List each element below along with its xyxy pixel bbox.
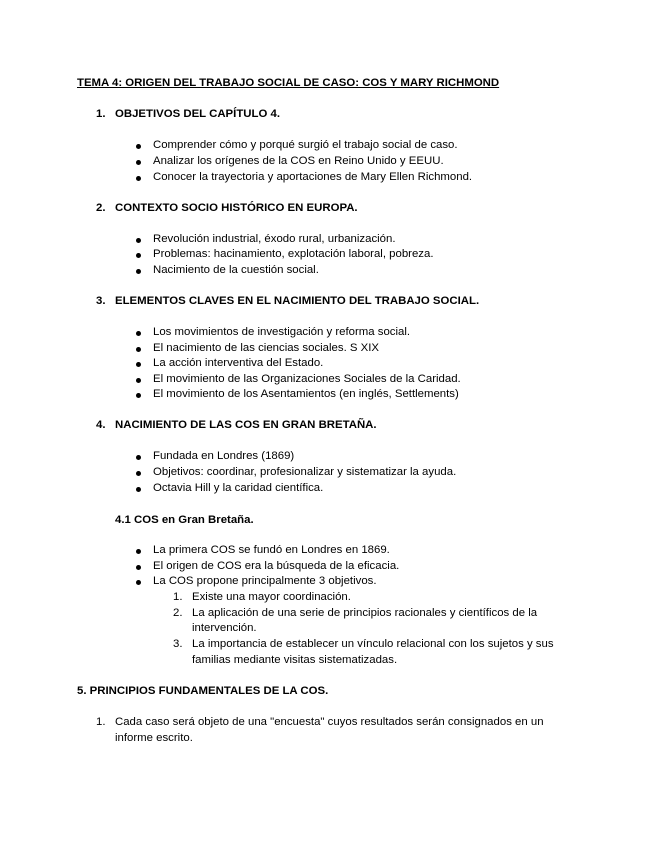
bullet-dot	[136, 455, 141, 460]
list-item: El nacimiento de las ciencias sociales. S XIX	[153, 342, 380, 354]
bullet-dot	[136, 565, 141, 570]
principle-number: 1.	[96, 716, 106, 728]
bullet-dot	[136, 393, 141, 398]
list-item: Revolución industrial, éxodo rural, urbanización.	[153, 233, 396, 245]
principle-text-continued: informe escrito.	[115, 732, 193, 744]
subsection-heading: 4.1 COS en Gran Bretaña.	[115, 514, 254, 526]
objective-text: La aplicación de una serie de principios racionales y científicos de la	[192, 607, 538, 619]
section-number: 1.	[96, 108, 106, 120]
section-number: 3.	[96, 295, 106, 307]
objective-text: Existe una mayor coordinación.	[192, 591, 351, 603]
bullet-dot	[136, 331, 141, 336]
list-item: Octavia Hill y la caridad científica.	[153, 482, 324, 494]
section-heading: CONTEXTO SOCIO HISTÓRICO EN EUROPA.	[115, 202, 358, 214]
list-item: Conocer la trayectoria y aportaciones de Mary Ellen Richmond.	[153, 171, 473, 183]
bullet-dot	[136, 160, 141, 165]
section-heading: ELEMENTOS CLAVES EN EL NACIMIENTO DEL TRABAJO SOCIAL.	[115, 295, 480, 307]
bullet-dot	[136, 362, 141, 367]
objective-text: La importancia de establecer un vínculo relacional con los sujetos y sus	[192, 638, 554, 650]
bullet-dot	[136, 549, 141, 554]
list-item: Problemas: hacinamiento, explotación laboral, pobreza.	[153, 248, 434, 260]
list-item: Nacimiento de la cuestión social.	[153, 264, 319, 276]
section-number: 2.	[96, 202, 106, 214]
section-heading: NACIMIENTO DE LAS COS EN GRAN BRETAÑA.	[115, 419, 377, 431]
list-item: Objetivos: coordinar, profesionalizar y sistematizar la ayuda.	[153, 466, 457, 478]
bullet-dot	[136, 580, 141, 585]
objective-text-continued: familias mediante visitas sistematizadas.	[192, 654, 398, 666]
bullet-dot	[136, 176, 141, 181]
bullet-dot	[136, 378, 141, 383]
section-heading: OBJETIVOS DEL CAPÍTULO 4.	[115, 108, 280, 120]
bullet-dot	[136, 347, 141, 352]
objective-number: 2.	[173, 607, 183, 619]
document-title: TEMA 4: ORIGEN DEL TRABAJO SOCIAL DE CASO: COS Y MARY RICHMOND	[77, 77, 500, 89]
list-item: Analizar los orígenes de la COS en Reino Unido y EEUU.	[153, 155, 444, 167]
list-item: La acción interventiva del Estado.	[153, 357, 324, 369]
list-item: La COS propone principalmente 3 objetivos.	[153, 575, 377, 587]
bullet-dot	[136, 471, 141, 476]
objective-number: 3.	[173, 638, 183, 650]
list-item: La primera COS se fundó en Londres en 1869.	[153, 544, 390, 556]
bullet-dot	[136, 144, 141, 149]
bullet-dot	[136, 487, 141, 492]
list-item: El movimiento de los Asentamientos (en inglés, Settlements)	[153, 388, 459, 400]
objective-number: 1.	[173, 591, 183, 603]
list-item: El movimiento de las Organizaciones Sociales de la Caridad.	[153, 373, 461, 385]
bullet-dot	[136, 269, 141, 274]
objective-text-continued: intervención.	[192, 622, 257, 634]
section-number: 4.	[96, 419, 106, 431]
bullet-dot	[136, 238, 141, 243]
list-item: Los movimientos de investigación y reforma social.	[153, 326, 411, 338]
list-item: El origen de COS era la búsqueda de la eficacia.	[153, 560, 400, 572]
section-heading: 5. PRINCIPIOS FUNDAMENTALES DE LA COS.	[77, 685, 329, 697]
list-item: Fundada en Londres (1869)	[153, 450, 295, 462]
bullet-dot	[136, 253, 141, 258]
principle-text: Cada caso será objeto de una "encuesta" cuyos resultados serán consignados en un	[115, 716, 544, 728]
list-item: Comprender cómo y porqué surgió el trabajo social de caso.	[153, 139, 458, 151]
